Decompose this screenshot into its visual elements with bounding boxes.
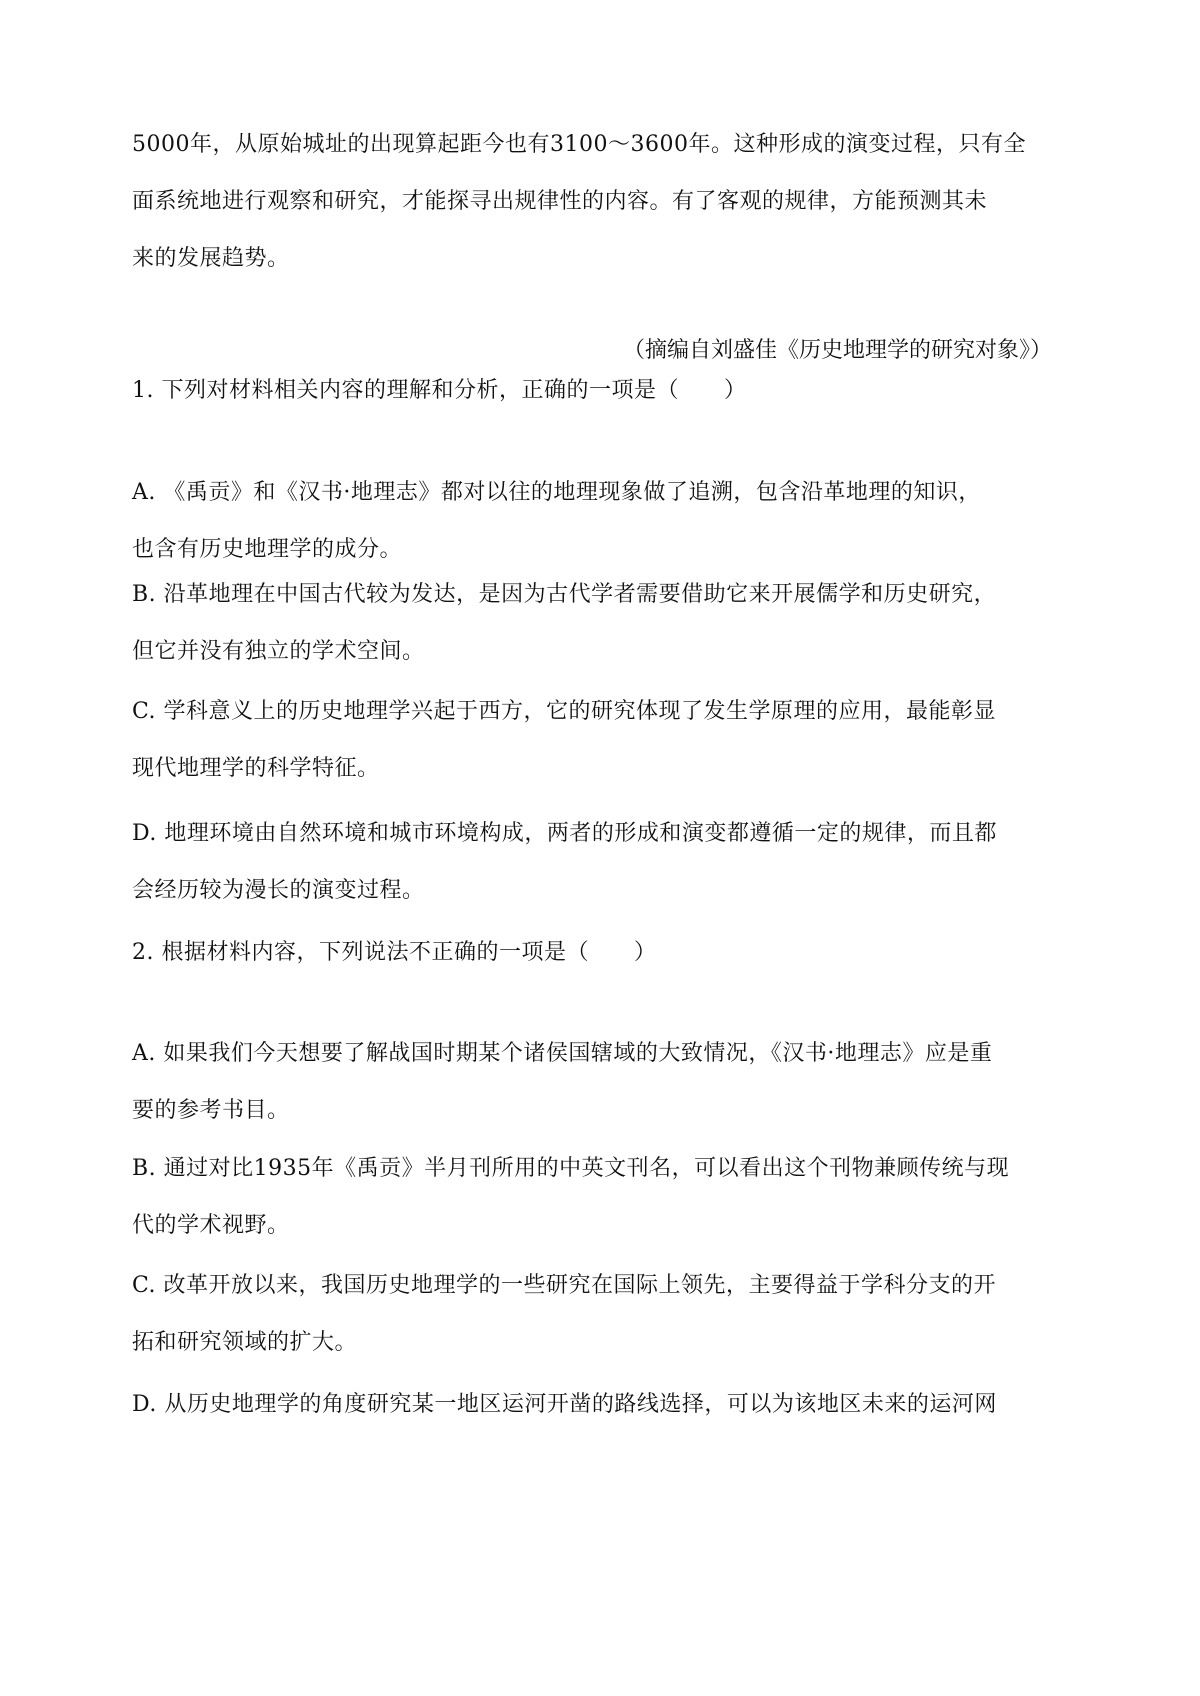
option-line: C. 改革开放以来，我国历史地理学的一些研究在国际上领先，主要得益于学科分支的开 bbox=[132, 1273, 997, 1298]
question-2-option-a bbox=[132, 1025, 1082, 1139]
intro-paragraph bbox=[132, 116, 1082, 287]
question-1-stem bbox=[132, 362, 1082, 419]
option-line: A. 如果我们今天想要了解战国时期某个诸侯国辖域的大致情况，《汉书·地理志》应是重 bbox=[132, 1041, 993, 1066]
question-2-stem bbox=[132, 924, 1082, 981]
option-line: 代的学术视野。 bbox=[132, 1213, 290, 1238]
question-stem: 1. 下列对材料相关内容的理解和分析，正确的一项是（ ） bbox=[132, 378, 747, 403]
question-2-option-c bbox=[132, 1257, 1082, 1371]
question-1-option-b bbox=[132, 566, 1082, 680]
question-1-option-a bbox=[132, 464, 1082, 578]
option-line: 拓和研究领域的扩大。 bbox=[132, 1330, 358, 1355]
question-2-option-b bbox=[132, 1140, 1082, 1254]
question-1-option-d bbox=[132, 805, 1082, 919]
text-line: 来的发展趋势。 bbox=[132, 246, 290, 271]
text-line: 5000年，从原始城址的出现算起距今也有3100～3600年。这种形成的演变过程，只有全 bbox=[132, 132, 1026, 157]
option-line: 要的参考书目。 bbox=[132, 1098, 290, 1123]
option-line: 会经历较为漫长的演变过程。 bbox=[132, 878, 425, 903]
source-citation: （摘编自刘盛佳《历史地理学的研究对象》） bbox=[622, 338, 1052, 363]
option-line: B. 通过对比1935年《禹贡》半月刊所用的中英文刊名，可以看出这个刊物兼顾传统与现 bbox=[132, 1156, 1010, 1181]
option-line: 也含有历史地理学的成分。 bbox=[132, 537, 403, 562]
option-line: B. 沿革地理在中国古代较为发达，是因为古代学者需要借助它来开展儒学和历史研究， bbox=[132, 582, 997, 607]
option-line: D. 从历史地理学的角度研究某一地区运河开凿的路线选择，可以为该地区未来的运河网 bbox=[132, 1392, 997, 1417]
option-line: 现代地理学的科学特征。 bbox=[132, 756, 380, 781]
option-line: C. 学科意义上的历史地理学兴起于西方，它的研究体现了发生学原理的应用，最能彰显 bbox=[132, 699, 997, 724]
question-1-option-c bbox=[132, 683, 1082, 797]
option-line: A. 《禹贡》和《汉书·地理志》都对以往的地理现象做了追溯，包含沿革地理的知识， bbox=[132, 480, 981, 505]
question-2-option-d bbox=[132, 1376, 1082, 1433]
option-line: D. 地理环境由自然环境和城市环境构成，两者的形成和演变都遵循一定的规律，而且都 bbox=[132, 821, 997, 846]
text-line: 面系统地进行观察和研究，才能探寻出规律性的内容。有了客观的规律，方能预测其未 bbox=[132, 189, 988, 214]
question-stem: 2. 根据材料内容，下列说法不正确的一项是（ ） bbox=[132, 940, 657, 965]
option-line: 但它并没有独立的学术空间。 bbox=[132, 639, 425, 664]
